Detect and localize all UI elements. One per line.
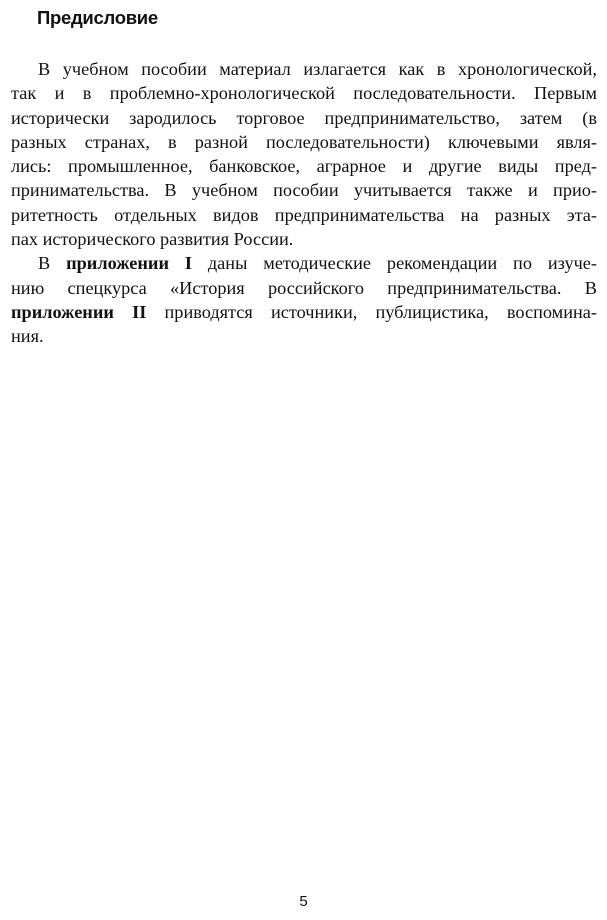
text-line [11, 251, 597, 275]
appendix-1-reference: приложении I [66, 253, 192, 274]
text-line: ния. [11, 326, 44, 347]
text-line: лись: промышленное, банковское, аграрное и другие виды пред- [11, 156, 597, 177]
text-line: исторически зародилось торговое предпринимательство, затем (в [11, 107, 597, 128]
page-number: 5 [299, 893, 308, 910]
text-line: нию спецкурса «История российского предпринимательства. В [11, 277, 597, 298]
text-line: В учебном пособии материал излагается как в хронологической, [38, 59, 597, 79]
appendix-2-reference: приложении II [11, 301, 147, 322]
text-line [11, 300, 597, 324]
text-run: приводятся источники, публицистика, воспомина- [146, 301, 597, 322]
paragraph-2 [11, 251, 597, 348]
text-line: так и в проблемно-хронологической последовательности. Первым [11, 83, 597, 104]
text-line: пах исторического развития России. [11, 229, 294, 250]
text-run: даны методические рекомендации по изуче- [192, 253, 598, 274]
section-heading: Предисловие [37, 7, 158, 28]
text-line: принимательства. В учебном пособии учитывается также и прио- [11, 180, 597, 201]
paragraph-1 [11, 57, 597, 251]
body-text [11, 57, 597, 349]
text-line: ритетность отдельных видов предпринимательства на разных эта- [11, 204, 597, 225]
text-line: разных странах, в разной последовательности) ключевыми явля- [11, 131, 597, 152]
text-run: В [38, 253, 67, 274]
